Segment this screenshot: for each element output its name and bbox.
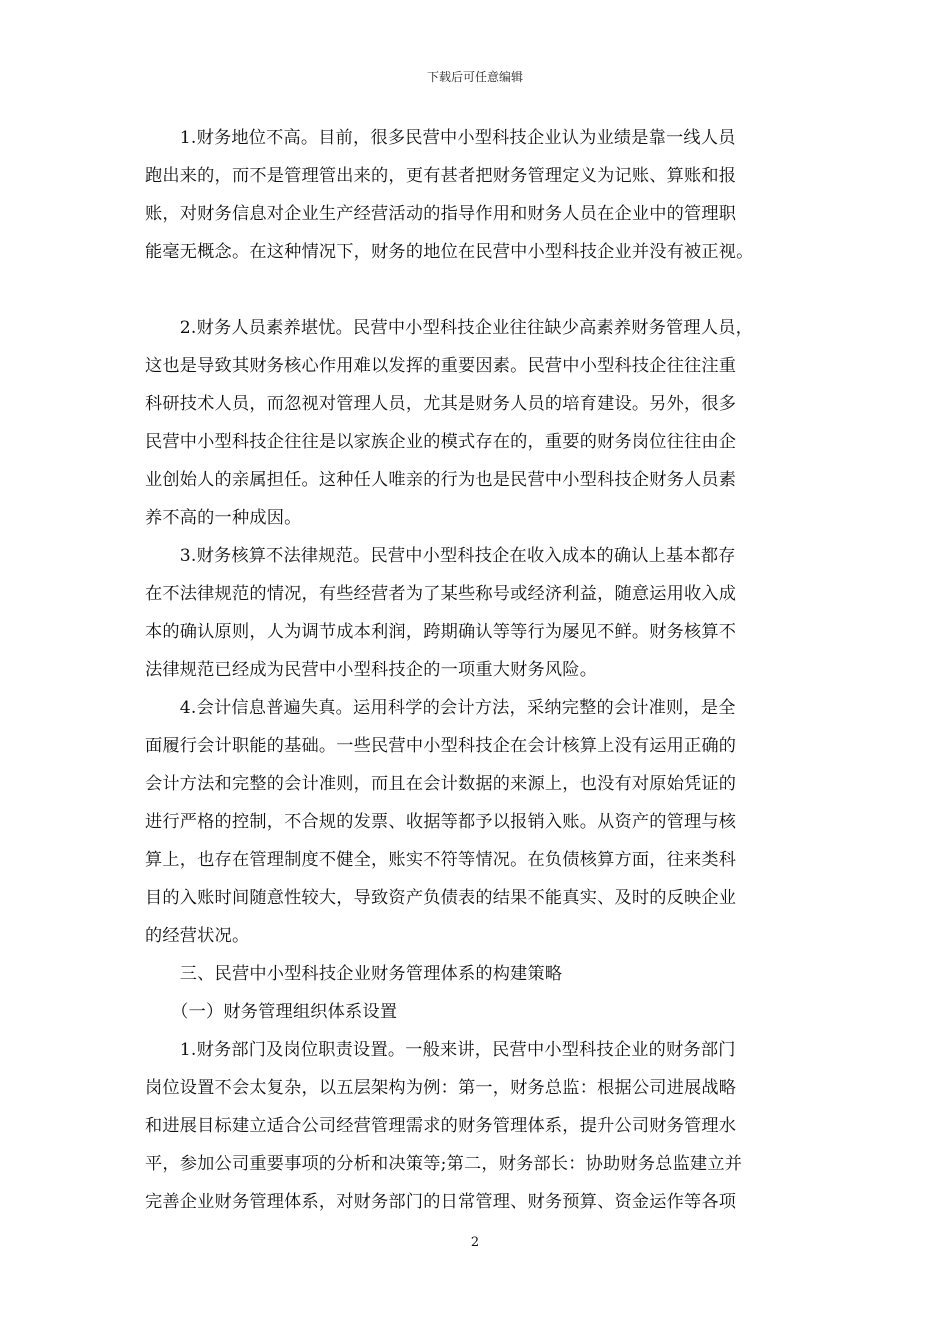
text-line: 这也是导致其财务核心作用难以发挥的重要因素。民营中小型科技企往往注重 — [145, 356, 737, 376]
text-line: 算上，也存在管理制度不健全，账实不符等情况。在负债核算方面，往来类科 — [145, 850, 737, 870]
text-line: 跑出来的，而不是管理管出来的，更有甚者把财务管理定义为记账、算账和报 — [145, 166, 737, 186]
text-line: 岗位设置不会太复杂，以五层架构为例：第一，财务总监：根据公司进展战略 — [145, 1078, 737, 1098]
text-line: 面履行会计职能的基础。一些民营中小型科技企在会计核算上没有运用正确的 — [145, 736, 737, 756]
text-line: 法律规范已经成为民营中小型科技企的一项重大财务风险。 — [145, 660, 598, 680]
text-line: 目的入账时间随意性较大，导致资产负债表的结果不能真实、及时的反映企业 — [145, 888, 737, 908]
text-line: 2.财务人员素养堪忧。民营中小型科技企业往往缺少高素养财务管理人员， — [145, 318, 753, 338]
text-line: 3.财务核算不法律规范。民营中小型科技企在收入成本的确认上基本都存 — [145, 546, 736, 566]
section-heading: 三、民营中小型科技企业财务管理体系的构建策略 — [145, 964, 563, 984]
text-line: 能毫无概念。在这种情况下，财务的地位在民营中小型科技企业并没有被正视。 — [145, 242, 754, 262]
text-line: 科研技术人员，而忽视对管理人员，尤其是财务人员的培育建设。另外，很多 — [145, 394, 737, 414]
page-number: 2 — [470, 1235, 480, 1250]
text-line: 养不高的一种成因。 — [145, 508, 302, 528]
page-header: 下载后可任意编辑 — [426, 70, 523, 84]
text-line: 平，参加公司重要事项的分析和决策等;第二，财务部长：协助财务总监建立并 — [145, 1154, 743, 1174]
text-line: 的经营状况。 — [145, 926, 250, 946]
text-line: 1.财务地位不高。目前，很多民营中小型科技企业认为业绩是靠一线人员 — [145, 128, 736, 148]
text-line: 业创始人的亲属担任。这种任人唯亲的行为也是民营中小型科技企财务人员素 — [145, 470, 737, 490]
text-line: 4.会计信息普遍失真。运用科学的会计方法，采纳完整的会计准则，是全 — [145, 698, 736, 718]
text-line: 1.财务部门及岗位职责设置。一般来讲，民营中小型科技企业的财务部门 — [145, 1040, 736, 1060]
text-line: 本的确认原则，人为调节成本利润，跨期确认等等行为屡见不鲜。财务核算不 — [145, 622, 737, 642]
text-line: 在不法律规范的情况，有些经营者为了某些称号或经济利益，随意运用收入成 — [145, 584, 737, 604]
text-line: 和进展目标建立适合公司经营管理需求的财务管理体系，提升公司财务管理水 — [145, 1116, 737, 1136]
text-line: 账，对财务信息对企业生产经营活动的指导作用和财务人员在企业中的管理职 — [145, 204, 737, 224]
subsection-heading: （一）财务管理组织体系设置 — [145, 1002, 398, 1022]
text-line: 完善企业财务管理体系，对财务部门的日常管理、财务预算、资金运作等各项 — [145, 1192, 737, 1212]
text-line: 进行严格的控制，不合规的发票、收据等都予以报销入账。从资产的管理与核 — [145, 812, 737, 832]
text-line: 民营中小型科技企往往是以家族企业的模式存在的，重要的财务岗位往往由企 — [145, 432, 737, 452]
text-line: 会计方法和完整的会计准则，而且在会计数据的来源上，也没有对原始凭证的 — [145, 774, 737, 794]
